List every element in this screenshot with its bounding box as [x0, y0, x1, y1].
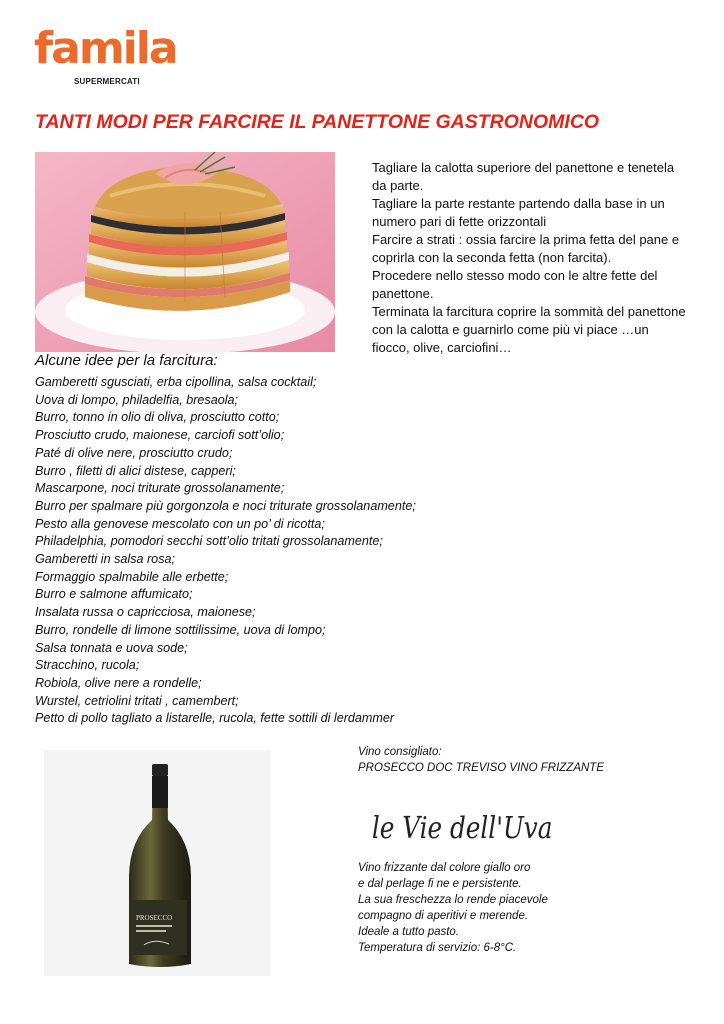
wine-description-line: Temperatura di servizio: 6-8°C.: [358, 942, 517, 954]
ideas-list: [35, 374, 416, 728]
list-item: Robiola, olive nere a rondelle;: [35, 675, 202, 690]
list-item: Salsa tonnata e uova sode;: [35, 640, 188, 655]
logo-subtitle: SUPERMERCATI: [74, 77, 140, 86]
bottle-label-text: PROSECCO: [136, 914, 173, 922]
ideas-heading: Alcune idee per la farcitura:: [35, 352, 218, 369]
prosecco-bottle-image: [44, 750, 270, 976]
list-item: Prosciutto crudo, maionese, carciofi sott’olio;: [35, 428, 285, 443]
list-item: Uova di lompo, philadelfia, bresaola;: [35, 392, 239, 407]
list-item: Mascarpone, noci triturate grossolanamente;: [35, 481, 285, 496]
wine-description: [358, 860, 548, 956]
list-item: Burro, tonno in olio di oliva, prosciutto cotto;: [35, 410, 280, 425]
list-item: Pesto alla genovese mescolato con un po’ di ricotta;: [35, 516, 325, 531]
instruction-paragraph: Tagliare la parte restante partendo dalla base in un numero pari di fette orizzontali: [372, 196, 665, 229]
le-vie-dell-uva-logo: [370, 785, 553, 846]
list-item: Paté di olive nere, prosciutto crudo;: [35, 445, 233, 460]
wine-name: PROSECCO DOC TREVISO VINO FRIZZANTE: [358, 762, 604, 774]
list-item: Philadelphia, pomodori secchi sott’olio tritati grossolanamente;: [35, 534, 383, 549]
wine-description-line: Ideale a tutto pasto.: [358, 926, 460, 938]
list-item: Gamberetti sgusciati, erba cipollina, salsa cocktail;: [35, 375, 317, 389]
wine-description-line: compagno di aperitivi e merende.: [358, 910, 529, 922]
list-item: Wurstel, cetriolini tritati , camembert;: [35, 693, 239, 708]
list-item: Insalata russa o capricciosa, maionese;: [35, 605, 256, 620]
page-title: TANTI MODI PER FARCIRE IL PANETTONE GASTRONOMICO: [35, 111, 600, 133]
instruction-paragraph: Procedere nello stesso modo con le altre fette del panettone.: [372, 268, 658, 301]
instruction-paragraph: Terminata la farcitura coprire la sommità del panettone con la calotta e guarnirlo come più vi piace …un fiocco, olive, carciofini…: [372, 304, 686, 355]
list-item: Burro, rondelle di limone sottilissime, uova di lompo;: [35, 622, 326, 637]
list-item: Stracchino, rucola;: [35, 658, 140, 673]
famila-logo: [34, 23, 177, 91]
list-item: Petto di pollo tagliato a listarelle, rucola, fette sottili di lerdammer: [35, 711, 395, 726]
wine-description-line: Vino frizzante dal colore giallo oro: [358, 862, 531, 874]
list-item: Gamberetti in salsa rosa;: [35, 552, 175, 567]
list-item: Burro e salmone affumicato;: [35, 587, 193, 602]
wine-description-line: La sua freschezza lo rende piacevole: [358, 894, 548, 906]
wine-description-line: e dal perlage fi ne e persistente.: [358, 878, 522, 890]
brand-signature: le Vie dell'Uva: [371, 811, 553, 846]
logo-wordmark: famila: [34, 23, 177, 74]
list-item: Burro , filetti di alici distese, capperi;: [35, 463, 236, 478]
list-item: Formaggio spalmabile alle erbette;: [35, 569, 229, 584]
panettone-photo: [35, 152, 335, 352]
instruction-paragraph: Farcire a strati : ossia farcire la prima fetta del pane e coprirla con la seconda fetta (non farcita).: [372, 232, 680, 265]
instructions-text: [372, 159, 687, 357]
list-item: Burro per spalmare più gorgonzola e noci triturate grossolanamente;: [35, 498, 416, 513]
instruction-paragraph: Tagliare la calotta superiore del panettone e tenetela da parte.: [372, 160, 675, 193]
wine-recommended-label: Vino consigliato:: [358, 746, 442, 758]
